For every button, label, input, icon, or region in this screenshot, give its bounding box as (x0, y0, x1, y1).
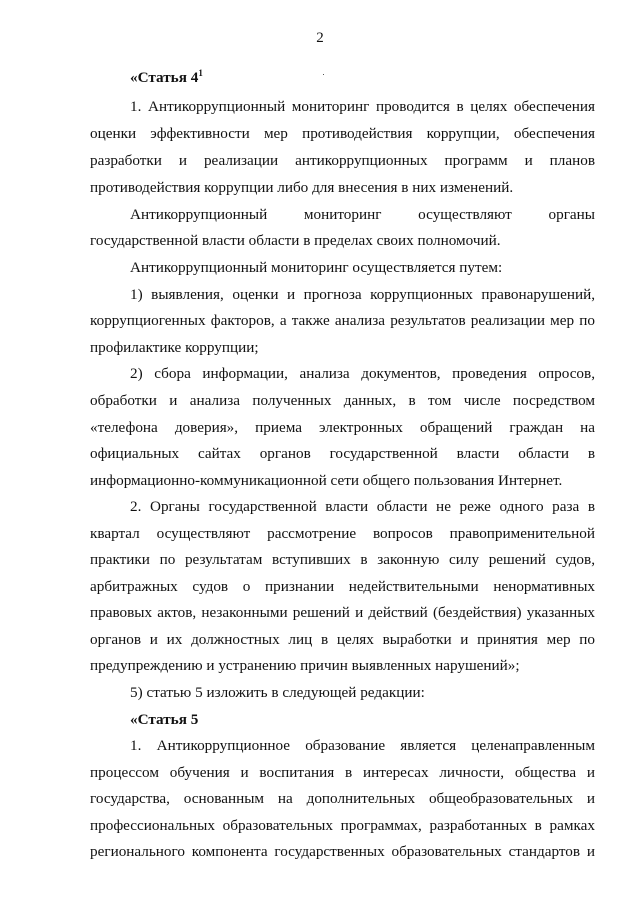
text-line: предупреждению и устранению причин выявленных нарушений»; (90, 657, 520, 674)
text-line: органов и их должностных лиц в целях выработки и принятия мер по (90, 631, 595, 648)
text-line: профессиональных образовательных программах, разработанных в рамках (90, 817, 595, 834)
text-line: профилактике коррупции; (90, 339, 259, 356)
text-line: правовых актов, незаконными решений и действий (бездействия) указанных (90, 604, 595, 621)
text-line: информационно-коммуникационной сети общего пользования Интернет. (90, 472, 563, 489)
text-line: обработки и анализа полученных данных, в том числе посредством (90, 392, 595, 409)
text-line: арбитражных судов о признании недействительными ненормативных (90, 578, 595, 595)
text-line: 1) выявления, оценки и прогноза коррупционных правонарушений, (130, 286, 595, 303)
text-line: 5) статью 5 изложить в следующей редакции: (130, 684, 425, 701)
page-number: 2 (316, 30, 324, 46)
text-line: регионального компонента государственных образовательных стандартов и (90, 843, 595, 860)
text-line: «телефона доверия», приема электронных обращений граждан на (90, 419, 595, 436)
text-line: квартал осуществляют рассмотрение вопросов правоприменительной (90, 525, 595, 542)
text-line: коррупциогенных факторов, а также анализа результатов реализации мер по (90, 312, 595, 329)
text-line: 1. Антикоррупционный мониторинг проводится в целях обеспечения (130, 98, 595, 115)
text-line: Антикоррупционный мониторинг осуществляют органы (130, 206, 595, 223)
article-superscript: 1 (198, 68, 203, 78)
text-line: государственной власти области в пределах своих полномочий. (90, 232, 501, 249)
text-line: противодействия коррупции либо для внесения в них изменений. (90, 179, 514, 196)
text-line: Антикоррупционный мониторинг осуществляется путем: (130, 259, 503, 276)
text-line: официальных сайтах органов государственной власти области в (90, 445, 595, 462)
text-line: практики по результатам вступивших в законную силу решений судов, (90, 551, 595, 568)
text-line: 2. Органы государственной власти области не реже одного раза в (130, 498, 595, 515)
text-line: оценки эффективности мер противодействия коррупции, обеспечения (90, 125, 595, 142)
text-line: разработки и реализации антикоррупционных программ и планов (90, 152, 595, 169)
text-line: государства, основанным на дополнительных общеобразовательных и (90, 790, 595, 807)
text-line: процессом обучения и воспитания в интересах личности, общества и (90, 764, 595, 781)
text-line: 2) сбора информации, анализа документов, проведения опросов, (130, 365, 595, 382)
text-line: 1. Антикоррупционное образование является целенаправленным (130, 737, 595, 754)
article-heading: «Статья $4^1$ (130, 68, 203, 86)
article-heading: «Статья 5 (130, 711, 199, 728)
